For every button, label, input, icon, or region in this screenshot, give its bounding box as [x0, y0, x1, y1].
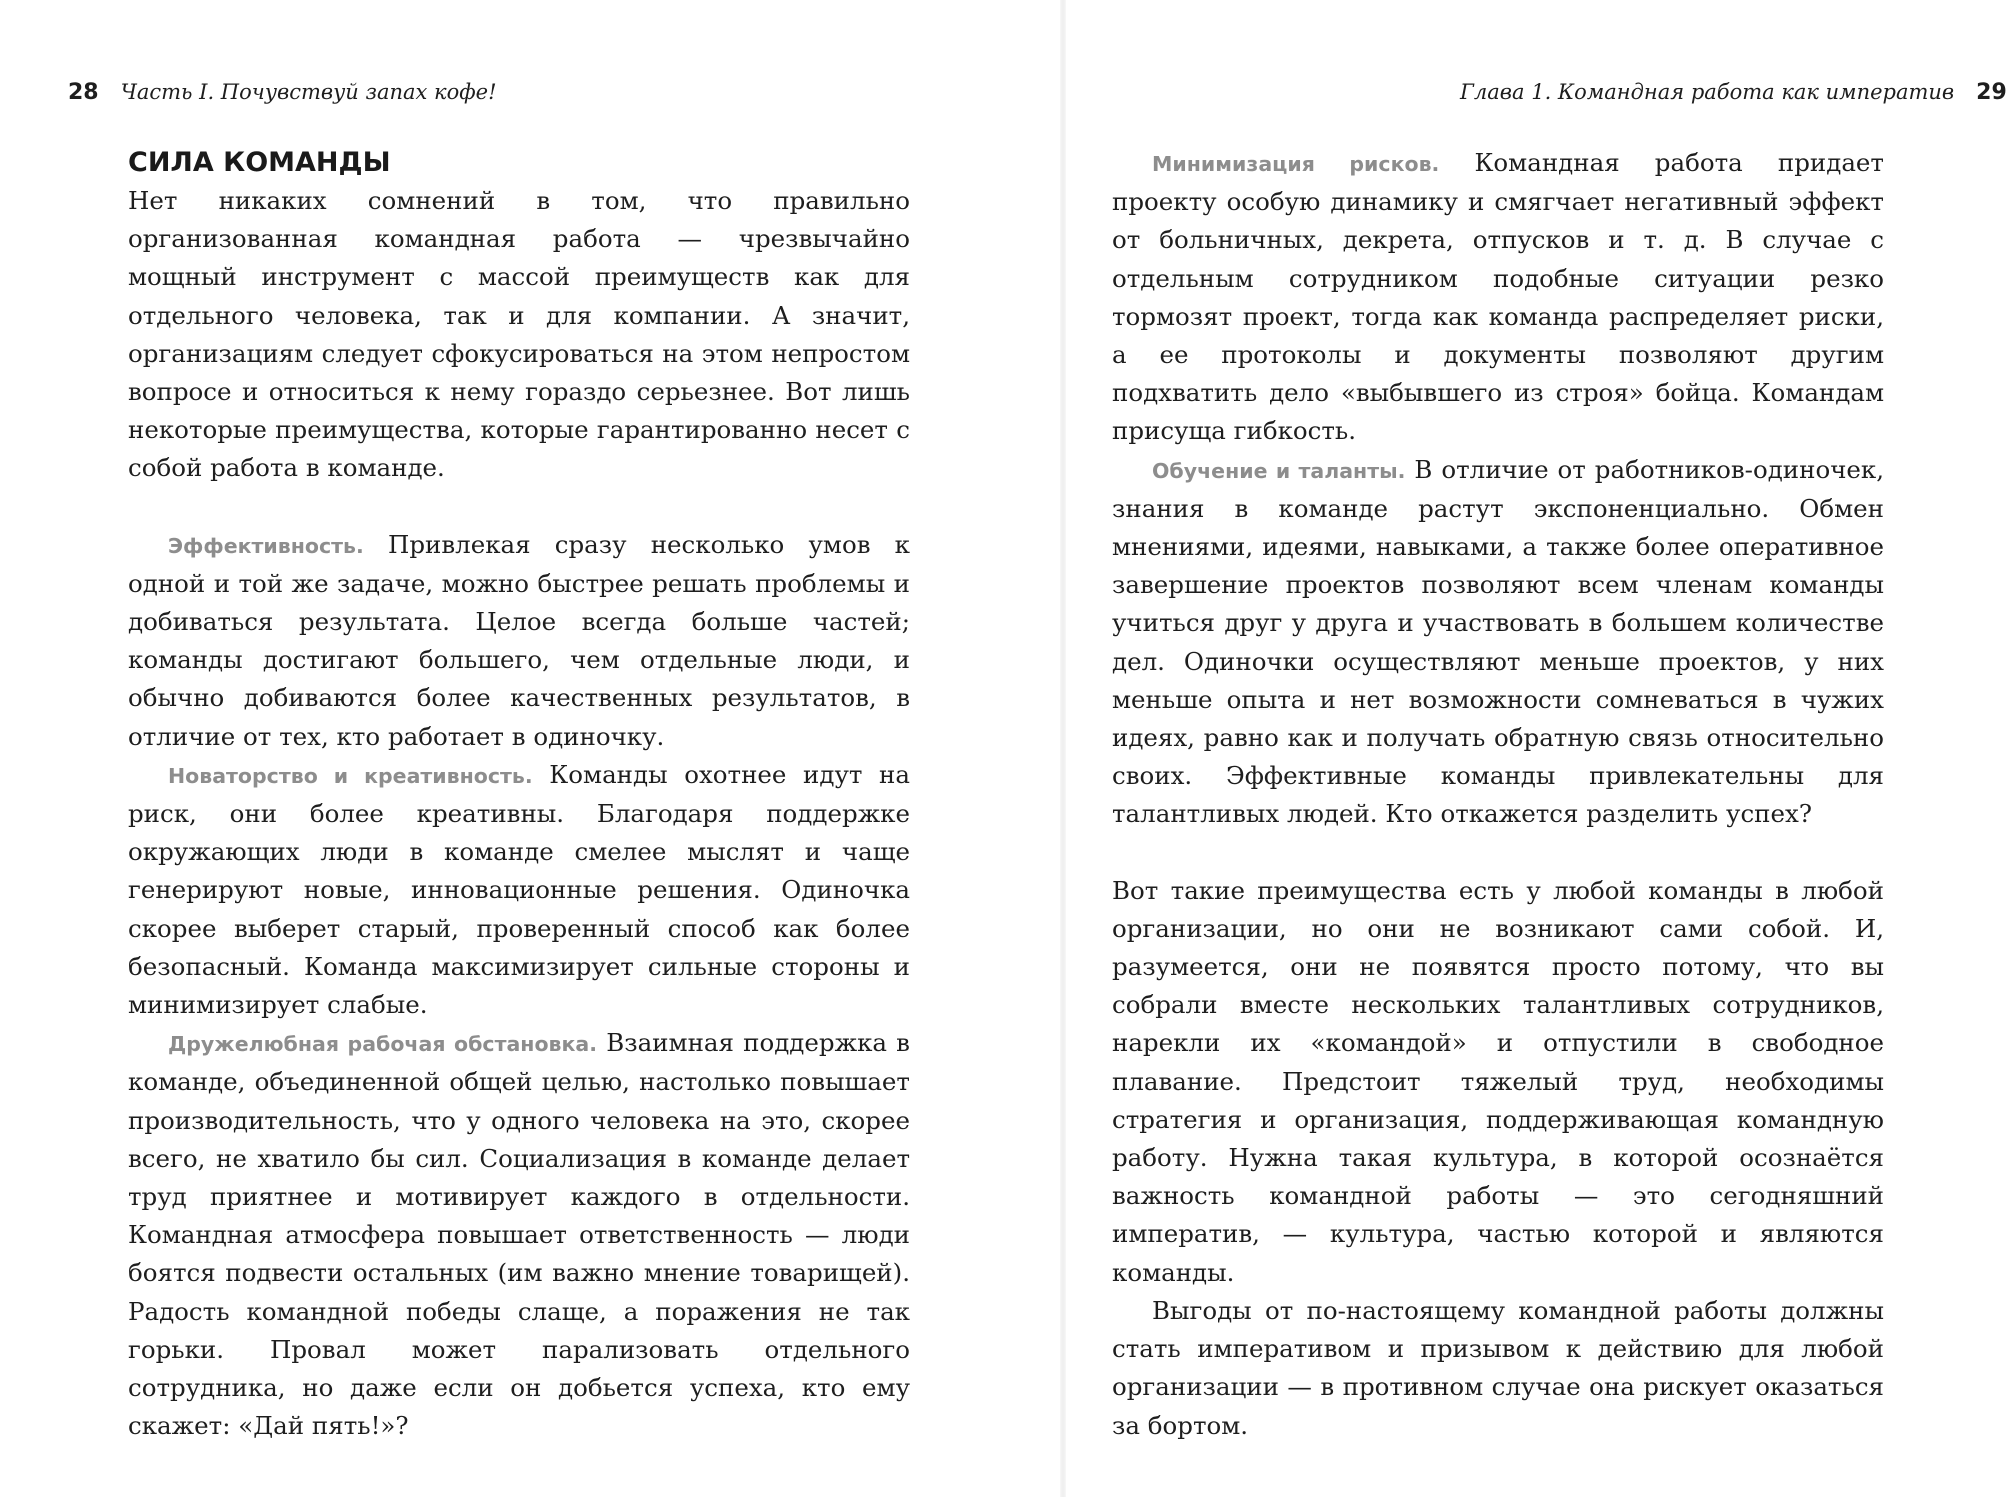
benefit-paragraph [128, 526, 910, 756]
benefit-text: Привлекая сразу несколько умов к одной и той же задаче, можно быстрее решать проблемы и добиваться результата. Целое всегда больше частей; команды достигают большего, чем отдельные люди, и обычно добиваются более качественных результатов, в отличие от тех, кто работает в одиночку. [128, 529, 910, 751]
benefit-paragraph [1112, 144, 1884, 451]
benefit-paragraph [128, 756, 910, 1024]
benefit-term: Минимизация рисков. [1152, 152, 1440, 176]
benefit-term: Обучение и таланты. [1152, 458, 1406, 483]
left-page-body [128, 144, 910, 1446]
left-page-header [68, 80, 497, 105]
intro-paragraph: Нет никаких сомнений в том, что правильно организованная командная работа — чрезвычайно мощный инструмент с массой преимуществ как для отдельного человека, так и для компании. А значит, организациям следует сфокусироваться на этом непростом вопросе и относиться к нему гораздо серьезнее. Вот лишь некоторые преимущества, которые гарантированно несет с собой работа в команде. [128, 186, 910, 483]
benefit-text: Команды охотнее идут на риск, они более креативны. Благодаря поддержке окружающих люди в команде смелее мыслят и чаще генерируют новые, инновационные решения. Одиночка скорее выберет старый, проверенный способ как более безопасный. Команда максимизирует сильные стороны и минимизирует слабые. [128, 759, 910, 1020]
conclusion-paragraph: Вот такие преимущества есть у любой команды в любой организации, но они не возникают сами собой. И, разумеется, они не появятся просто потому, что вы собрали вместе нескольких талантливых сотрудников, нарекли их «командой» и отпустили в свободное плавание. Предстоит тяжелый труд, необходимы стратегия и организация, поддерживающая командную работу. Нужна такая культура, в которой осознаётся важность командной работы — это сегодняшний императив, — культура, частью которой и являются команды. [1112, 875, 1884, 1287]
right-page-header [1460, 80, 2007, 105]
benefit-paragraph [1112, 451, 1884, 834]
page-number: 29 [1976, 80, 2007, 105]
running-head: Часть I. Почувствуй запах кофе! [120, 80, 497, 104]
running-head: Глава 1. Командная работа как императив [1460, 80, 1955, 104]
right-page-body [1112, 144, 1884, 1445]
benefit-text: В отличие от работников-одиночек, знания в команде растут экспоненциально. Обмен мнениями, идеями, навыками, а также более оперативное завершение проектов позволяют всем членам команды учиться друг у друга и участвовать в большем количестве дел. Одиночки осуществляют меньше проектов, у них меньше опыта и нет возможности сомневаться в чужих идеях, равно как и получать обратную связь относительно своих. Эффективные команды привлекательны для талантливых людей. Кто откажется разделить успех? [1112, 454, 1884, 829]
closing-paragraph: Выгоды от по-настоящему командной работы должны стать императивом и призывом к действию для любой организации — в противном случае она рискует оказаться за бортом. [1112, 1295, 1884, 1440]
benefit-term: Дружелюбная рабочая обстановка. [168, 1032, 598, 1057]
benefit-term: Эффективность. [168, 533, 364, 558]
benefit-text: Взаимная поддержка в команде, объединенной общей целью, настолько повышает производительность, что у одного человека на это, скорее всего, не хватило бы сил. Социализация в команде делает труд приятнее и мотивирует каждого в отдельности. Командная атмосфера повышает ответственность — люди боятся подвести остальных (им важно мнение товарищей). Радость командной победы слаще, а поражения не так горьки. Провал может парализовать отдельного сотрудника, но даже если он добьется успеха, кто ему скажет: «Дай пять!»? [128, 1028, 910, 1441]
left-page [0, 0, 1000, 1497]
right-page [1000, 0, 2007, 1497]
section-title: СИЛА КОМАНДЫ [128, 147, 391, 178]
benefit-paragraph [128, 1024, 910, 1445]
benefit-text: Командная работа придает проекту особую динамику и смягчает негативный эффект от больничных, декрета, отпусков и т. д. В случае с отдельным сотрудником подобные ситуации резко тормозят проект, тогда как команда распределяет риски, а ее протоколы и документы позволяют другим подхватить дело «выбывшего из строя» бойца. Командам присуща гибкость. [1112, 148, 1884, 446]
benefit-term: Новаторство и креативность. [168, 763, 533, 788]
page-number: 28 [68, 80, 99, 105]
